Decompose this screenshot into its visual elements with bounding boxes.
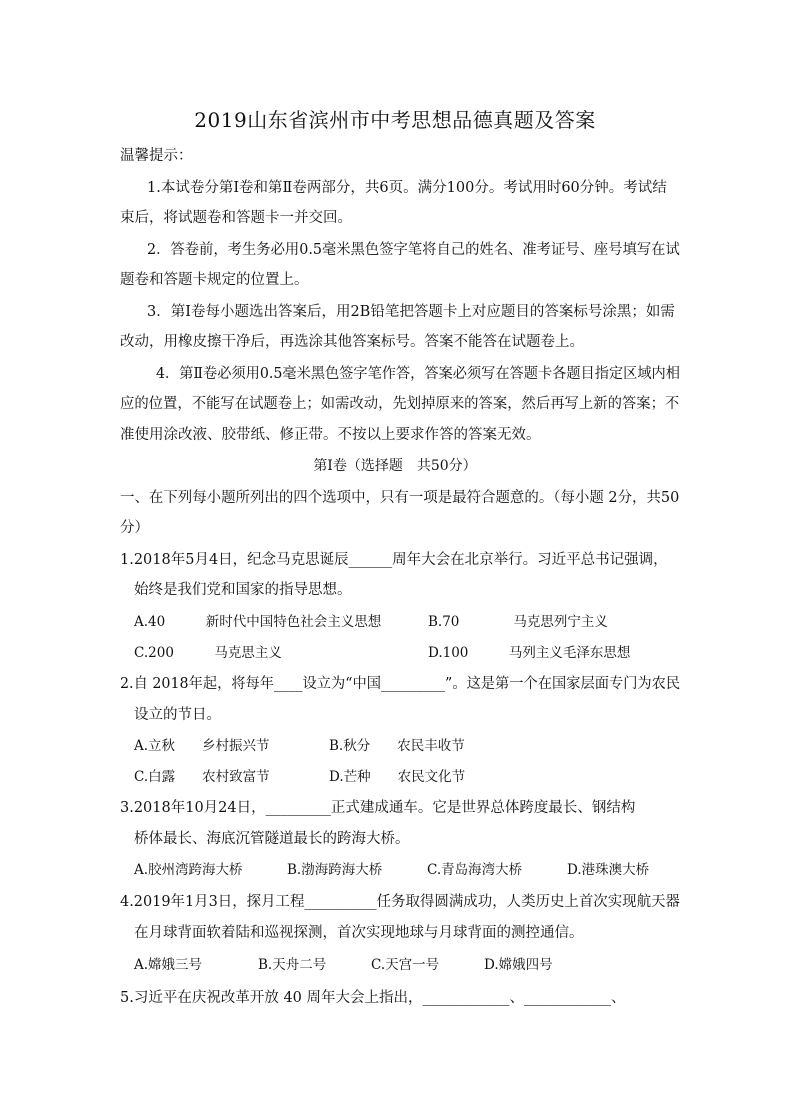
question-2-option-b: B.秋分 农民丰收节: [329, 738, 465, 754]
question-2-option-c: C.白露 农村致富节: [134, 769, 270, 785]
question-4-option-a: A.嫦娥三号: [134, 957, 203, 973]
question-3-line-2: 桥体最长、海底沉管隧道最长的跨海大桥。: [134, 831, 410, 847]
tip-2-line-2: 题卷和答题卡规定的位置上。: [120, 272, 309, 288]
question-2-option-a: A.立秋 乡村振兴节: [134, 738, 270, 754]
tip-4-line-2: 应的位置，不能写在试题卷上；如需改动，先划掉原来的答案，然后再写上新的答案；不: [120, 396, 680, 412]
tip-3-line-1: 3．第Ⅰ卷每小题选出答案后，用2B铅笔把答题卡上对应题目的答案标号涂黑；如需: [147, 304, 675, 320]
tip-4-line-1: 4．第Ⅱ卷必须用0.5毫米黑色签字笔作答，答案必须写在答题卡各题目指定区域内相: [156, 366, 680, 382]
question-1-option-d: D.100 马列主义毛泽东思想: [428, 645, 631, 661]
question-3-option-c: C.青岛海湾大桥: [427, 862, 523, 878]
question-2-option-d: D.芒种 农民文化节: [329, 769, 466, 785]
question-1-option-b: B.70 马克思列宁主义: [428, 614, 608, 630]
tip-4-line-3: 准使用涂改液、胶带纸、修正带。不按以上要求作答的答案无效。: [120, 427, 541, 443]
page-title: 2019山东省滨州市中考思想品德真题及答案: [194, 108, 596, 132]
question-5-line-1: 5.习近平在庆祝改革开放 40 周年大会上指出，____________、____________、: [120, 990, 626, 1006]
section-title: 第Ⅰ卷（选择题 共50分）: [313, 458, 477, 474]
question-2-line-2: 设立的节日。: [134, 707, 221, 723]
part-1-instruction-line-1: 一、在下列每小题所列出的四个选项中，只有一项是最符合题意的。（每小题 2分，共50: [120, 490, 680, 506]
question-4-line-1: 4.2019年1月3日，探月工程__________任务取得圆满成功，人类历史上首次实现航天器: [120, 894, 680, 910]
question-3-option-b: B.渤海跨海大桥: [287, 862, 383, 878]
question-1-option-c: C.200 马克思主义: [134, 645, 282, 661]
question-1-line-1: 1.2018年5月4日，纪念马克思诞辰______周年大会在北京举行。习近平总书记强调，: [120, 552, 668, 568]
question-1-line-2: 始终是我们党和国家的指导思想。: [134, 582, 352, 598]
question-4-option-c: C.天宫一号: [371, 957, 440, 973]
question-4-option-d: D.嫦娥四号: [484, 957, 553, 973]
question-1-option-a: A.40 新时代中国特色社会主义思想: [134, 614, 382, 630]
question-3-line-1: 3.2018年10月24日，_________正式建成通车。它是世界总体跨度最长、钢结构: [120, 800, 636, 816]
tip-1-line-2: 束后，将试题卷和答题卡一并交回。: [120, 210, 352, 226]
tip-3-line-2: 改动，用橡皮擦干净后，再选涂其他答案标号。答案不能答在试题卷上。: [120, 334, 584, 350]
part-1-instruction-line-2: 分）: [120, 520, 149, 536]
question-4-line-2: 在月球背面软着陆和巡视探测，首次实现地球与月球背面的测控通信。: [134, 925, 584, 941]
tips-label: 温馨提示：: [120, 148, 193, 164]
tip-1-line-1: 1.本试卷分第Ⅰ卷和第Ⅱ卷两部分，共6页。满分100分。考试用时60分钟。考试结: [147, 180, 667, 196]
question-2-line-1: 2.自 2018年起，将每年____设立为“中国_________”。这是第一个在国家层面专门为农民: [120, 676, 681, 692]
question-3-option-a: A.胶州湾跨海大桥: [134, 862, 243, 878]
tip-2-line-1: 2．答卷前，考生务必用0.5毫米黑色签字笔将自己的姓名、准考证号、座号填写在试: [147, 242, 680, 258]
question-3-option-d: D.港珠澳大桥: [567, 862, 650, 878]
question-4-option-b: B.天舟二号: [258, 957, 327, 973]
